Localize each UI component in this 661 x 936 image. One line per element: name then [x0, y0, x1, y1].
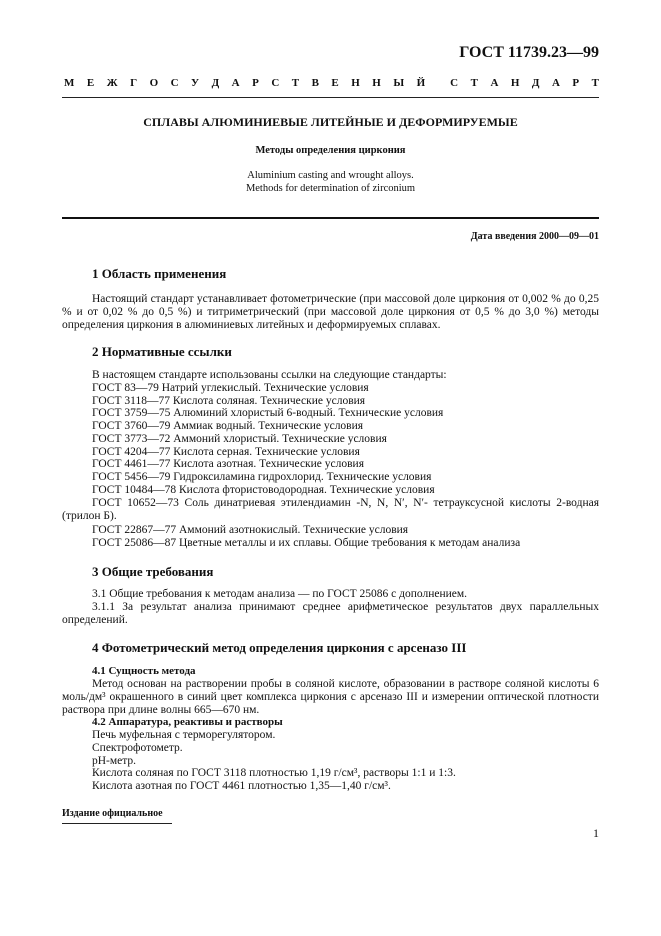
subsection-4-1-text: Метод основан на растворении пробы в соляной кислоте, образовании в растворе соляной кислоты 6 моль/дм³ окрашенного в синий цвет комплекса циркония с арсеназо III и измерении оптической плотности раствора при длине волны 665—670 нм.: [62, 678, 599, 716]
effective-date: Дата введения 2000—09—01: [470, 231, 599, 242]
banner-letter: А: [551, 77, 560, 89]
banner-letter: Н: [351, 77, 360, 89]
banner-letter: М: [64, 77, 75, 89]
banner-letter: С: [271, 77, 280, 89]
apparatus-item: Спектрофотометр.: [92, 741, 183, 754]
banner-letter: Р: [572, 77, 580, 89]
banner-letter: А: [231, 77, 240, 89]
banner-letter: О: [149, 77, 159, 89]
reference-item: ГОСТ 3773—72 Аммоний хлористый. Технические условия: [92, 432, 387, 445]
banner-letter: Г: [130, 77, 138, 89]
reference-item: ГОСТ 3759—75 Алюминий хлористый 6-водный. Технические условия: [92, 407, 444, 420]
subsection-4-1-heading: 4.1 Сущность метода: [92, 665, 196, 677]
reference-item: ГОСТ 22867—77 Аммоний азотнокислый. Технические условия: [92, 524, 409, 536]
section-1-heading: 1 Область применения: [92, 266, 227, 281]
subsection-4-2-heading: 4.2 Аппаратура, реактивы и растворы: [92, 716, 283, 728]
apparatus-item: Кислота азотная по ГОСТ 4461 плотностью 1,35—1,40 г/см³.: [92, 780, 391, 793]
banner-letter: Ы: [393, 77, 405, 89]
banner-letter: Т: [591, 77, 599, 89]
official-edition-label: Издание официальное: [62, 808, 163, 819]
reference-item: ГОСТ 83—79 Натрий углекислый. Технические условия: [92, 382, 369, 394]
reference-long: ГОСТ 10652—73 Соль динатриевая этилендиамин -N, N, N′, N′- тетрауксусной кислоты 2-водная (трилон Б).: [62, 497, 599, 522]
banner-letter: Т: [470, 77, 478, 89]
section-2-intro: В настоящем стандарте использованы ссылки на следующие стандарты:: [92, 369, 447, 381]
banner-letter: Н: [372, 77, 381, 89]
reference-item: ГОСТ 3118—77 Кислота соляная. Технические условия: [92, 394, 366, 407]
banner-letter: Д: [211, 77, 220, 89]
apparatus-item: pH-метр.: [92, 754, 137, 767]
banner-letter: С: [170, 77, 179, 89]
section-3-heading: 3 Общие требования: [92, 564, 214, 579]
banner-letter: Т: [291, 77, 300, 89]
section-4-heading: 4 Фотометрический метод определения циркония с арсеназо III: [92, 640, 467, 655]
banner-letter: Д: [531, 77, 540, 89]
apparatus-item: Печь муфельная с терморегулятором.: [92, 729, 276, 741]
subtitle: Методы определения циркония: [255, 145, 406, 156]
main-title: СПЛАВЫ АЛЮМИНИЕВЫЕ ЛИТЕЙНЫЕ И ДЕФОРМИРУЕМЫЕ: [143, 115, 518, 129]
reference-item: ГОСТ 3760—79 Аммиак водный. Технические условия: [92, 420, 364, 433]
banner-letter: В: [311, 77, 319, 89]
header-divider: [62, 97, 599, 98]
reference-item: ГОСТ 4461—77 Кислота азотная. Технические условия: [92, 458, 364, 471]
apparatus-item: Кислота соляная по ГОСТ 3118 плотностью 1,19 г/см³, растворы 1:1 и 1:3.: [92, 767, 456, 780]
banner-letter: Е: [86, 77, 95, 89]
banner-letter: Е: [331, 77, 339, 89]
english-title: [0, 169, 661, 195]
page-number: 1: [593, 826, 599, 840]
standard-code: ГОСТ 11739.23—99: [459, 44, 599, 61]
banner-letter: Р: [252, 77, 259, 89]
english-title-line-1: Aluminium casting and wrought alloys.: [247, 170, 414, 181]
reference-item: ГОСТ 25086—87 Цветные металлы и их сплавы. Общие требования к методам анализа: [92, 537, 521, 549]
reference-item: ГОСТ 4204—77 Кислота серная. Технические условия: [92, 445, 360, 458]
banner-letter: У: [191, 77, 200, 89]
reference-item: ГОСТ 10484—78 Кислота фтористоводородная. Технические условия: [92, 483, 435, 496]
banner-letter: Й: [416, 77, 426, 89]
reference-item: ГОСТ 5456—79 Гидроксиламина гидрохлорид. Технические условия: [92, 470, 432, 483]
interstate-standard-banner: [64, 77, 599, 89]
footer-divider: [62, 823, 172, 824]
section-1-text: Настоящий стандарт устанавливает фотометрические (при массовой доле циркония от 0,002 % до 0,25 % и от 0,02 % до 0,5 %) и титриметрический (при массовой доле циркония от 0,5 % до 3,0 %) методы определения циркония в алюминиевых литейных и деформируемых сплавах.: [62, 293, 599, 331]
section-3-p2: 3.1.1 За результат анализа принимают среднее арифметическое результатов двух параллельных определений.: [62, 601, 599, 626]
banner-letter: С: [450, 77, 459, 89]
english-title-line-2: Methods for determination of zirconium: [245, 183, 416, 194]
banner-letter: Н: [510, 77, 520, 89]
title-divider: [62, 217, 599, 219]
section-3-p1: 3.1 Общие требования к методам анализа — по ГОСТ 25086 с дополнением.: [92, 588, 468, 600]
banner-letter: А: [490, 77, 499, 89]
section-2-heading: 2 Нормативные ссылки: [92, 344, 232, 359]
banner-letter: Ж: [106, 77, 118, 89]
